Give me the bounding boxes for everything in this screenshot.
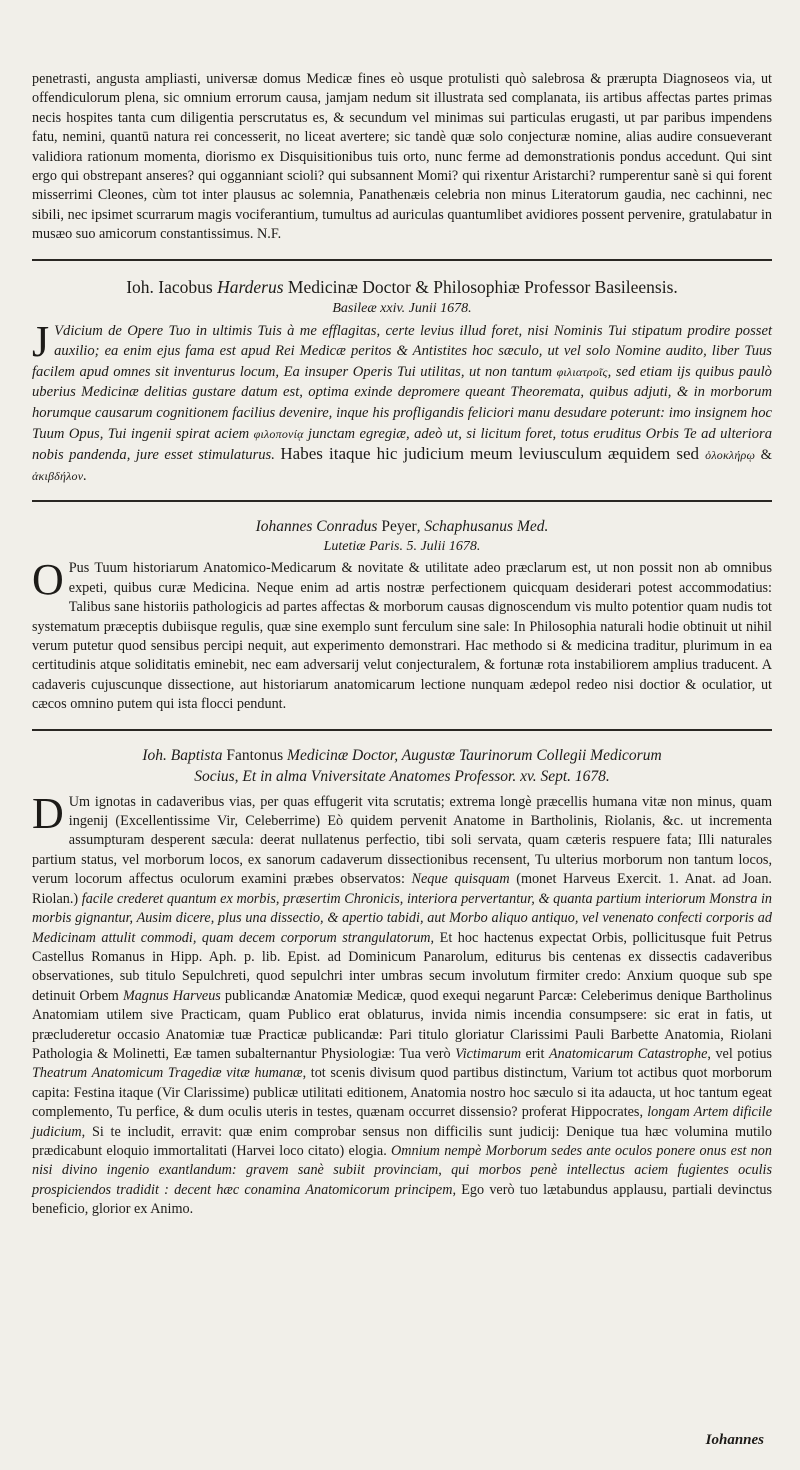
fantonus-italic-d: Victimarum [455, 1045, 522, 1062]
harder-greek-1: φιλιατροῖς [556, 364, 608, 379]
harder-greek-2: φιλοπονίᾳ [253, 426, 304, 441]
fantonus-text-b: (monet Harveus Exercit. 1. Anat. ad Joan. Riolan.) [32, 871, 772, 907]
harder-name-italic: Harderus [217, 276, 284, 297]
fantonus-dropcap: D [32, 788, 64, 838]
harder-text-b: , sed etiam ijs quibus paulò uberius Medicinæ delitias gustare datum est, optima exinde depromere queant Theoremata, quibus adjuti, & in morborum horumque causarum cognitionem facilius devenire, inque his profligandis feliciori manu desudare poterunt: imo insignem hoc Tuum Opus, Tui ingenii spirat aciem [32, 363, 772, 442]
harder-text-d: Habes itaque hic judicium meum leviusculum æquidem sed [280, 444, 706, 464]
harder-date: Basileæ xxiv. Junii 1678. [332, 300, 472, 316]
peyer-name-upright: Peyer [381, 518, 417, 536]
fantonus-italic-a: Neque quisquam [411, 871, 510, 888]
section-rule [32, 729, 772, 731]
fantonus-text-c: Et hoc hactenus expectat Orbis, pollicitusque fuit Petrus Castellus Romanus in Hipp. Aph. p. lib. Epist. ad Dominicum Panarolum, editurus bis centenas ex dissectis cadaveribus observationes, sub titulo Sepulchreti, quod sepulchri inter umbras secum involutum firmiter credo: Anxium quoque sub spe detinuit Orbem [32, 929, 772, 1004]
section-rule [32, 259, 772, 261]
harder-dropcap: J [32, 316, 50, 366]
fantonus-name-upright: Fantonus [226, 746, 284, 764]
harder-greek-4: ἀκιβδήλον [32, 468, 84, 483]
harder-name-pre: Ioh. Iacobus [126, 276, 218, 297]
peyer-name-pre: Iohannes Conradus [255, 518, 382, 536]
peyer-heading [32, 516, 772, 537]
peyer-letter [32, 555, 772, 714]
fantonus-letter [32, 788, 773, 1220]
fantonus-text-g: , tot scenis divisum quod partibus distinctum, Varium tot actibus quot morborum capita: Festina itaque (Vir Clarissime) publicæ utilitati editionem, Anatomia nostro hoc sæculo si ita adaucta, ut hoc tantum egeat complemento, Tu perfice, & dum oculis uteris in testes, quænam occurret dissensio? proferat Hippocrates, [32, 1065, 772, 1121]
harder-letter [32, 316, 772, 487]
fantonus-text-a: Um ignotas in cadaveribus vias, per quas effugerit vita scrutatis; extrema longè præcellis humana vitæ non minus, quam ingenij (Excellentissime Vir, Celeberrime) Eò quidem pervenit Anatome in Bartholinis, Riolanis, &c. ut incrementa assumpturam desperent sæcula: deerat nullatenus perfectio, tibi soli servata, quam cæteris respuere fata; Illi naturales partium status, vel morborum locos, ex sanorum cadaverum dissectionibus recensent, Tu ulterius morborum non tantum locos, verum locorum affectus oculorum examini præbes observatos: [32, 793, 772, 888]
fantonus-text-i: Ego verò tuo lætabundus applausu, partiali devinctus beneficio, glorior ex Animo. [32, 1181, 773, 1218]
catchword: Iohannes [705, 1432, 764, 1448]
fantonus-name-post: Medicinæ Doctor, Augustæ Taurinorum Collegii Medicorum [283, 746, 662, 764]
intro-paragraph: penetrasti, angusta ampliasti, universæ domus Medicæ fines eò usque protulisti quò salebrosa & prærupta Diagnoseos via, ut offendiculorum plena, sic omnium errorum causa, jamjam nedum sit illustrata sed complanata, iis artibus affectas partes primas necis hospites tanta cum diligentia perscrutatus es, & secundum vel minimas sui particulas erugasti, ut par paribus impendens fatu, nemini, quantū natura rei concesserit, no liceat avertere; sic tandè quæ solo conjecturæ nomine, alias audire consueverant validiora rationum momenta, diorismo ex Disquisitionibus tuis orto, nunc ferme ad demonstrationis pondus accedunt. Qui sint ergo qui obstrepant anseres? qui ogganniant scioli? qui subsannent Momi? qui rixentur Aristarchi? rumperentur sanè si qui forent misserrimi Cleones, cùm tot inter plausus ac solemnia, Panathenæis celebria non minus Literatorum gaudia, nec cachinni, nec sibili, nec ipsimet scurrarum magis vociferantium, tumultus ad auriculas quantumlibet avidiores possent pervenire, gratulabatur in musæo suo amicorum constantissimus. N.F. [32, 71, 772, 243]
peyer-name-post: , Schaphusanus Med. [416, 518, 549, 536]
harder-heading [32, 275, 772, 299]
fantonus-name-pre: Ioh. Baptista [142, 746, 227, 764]
peyer-text: Pus Tuum historiarum Anatomico-Medicarum & novitate & utilitate adeo præclarum est, ut non possit non ab omnibus expeti, quibus curæ Medicina. Neque enim ad artis nostræ perfectionem quicquam desiderari potest accommodatius: Talibus sane historiis pathologicis ad partes affectas & morborum causas dignoscendum vis multo potentior quam nudis tot systematum præceptis dubiisque regulis, quæ sine exemplo sunt ferculum sine sale: In Philosophia naturali hodie obtinuit ut nihil verum putetur quod sensibus percipi nequit, aut experimento demonstrari. Hac methodo si & medicina traditur, plurimum in ea certitudinis atque soliditatis eminebit, nec eam adversarij velut conjecturalem, & fortunæ rota instabiliorem amplius traducent. A cadaveris cujuscunque dissectione, aut historiarum anatomicarum lectione nunquam ædepol redeo nisi doctior & oculatior, ut cæcos omnino putem qui ista flocci pendunt. [32, 560, 772, 713]
harder-greek-3: ὁλοκλήρῳ [705, 448, 756, 463]
fantonus-text-e: erit [521, 1045, 549, 1062]
section-rule [32, 500, 772, 502]
fantonus-italic-h: Omnium nempè Morborum sedes ante oculos ponere onus est non nisi divino ingenio exantlandum: gravem sanè subiit provinciam, qui morbos penè intellectus aciem fugientes oculis prospiciendos tradidit : decent hæc conamina Anatomicorum principem, [32, 1142, 772, 1198]
fantonus-text-f: , vel potius [707, 1045, 772, 1062]
harder-amp: & [755, 447, 772, 464]
fantonus-heading-line-1 [32, 745, 772, 766]
peyer-date: Lutetiæ Paris. 5. Julii 1678. [323, 539, 481, 555]
fantonus-italic-g: longam Artem dificile judicium [32, 1104, 773, 1140]
harder-end: . [83, 467, 87, 484]
fantonus-text-h: , Si te includit, erravit: quæ enim comprobar sensus non difficilis sunt judicij: Denique tua hæc volumina mutilo prædicabunt eloquio immortalitati (Harvei loco citato) elogia. [32, 1123, 772, 1159]
fantonus-heading-line-2: Socius, Et in alma Vniversitate Anatomes Professor. xv. Sept. 1678. [194, 767, 610, 785]
peyer-dropcap: O [32, 555, 64, 605]
fantonus-text-d: publicandæ Anatomiæ Medicæ, quod exequi negarunt Parcæ: Celeberimus denique Bartholinus Anatomiam utilem sive Practicam, quam Publico erat oblaturus, invida nimis incendia consumpsere: sic erat in fatis, ut præcluderetur occasio Anatomiæ tuæ Practicæ publicandæ: Pari titulo gloriatur Clarissimi Pauli Barbette Anatomia, Riolani Pathologia & Molinetti, Eæ tamen subalternantur Physiologiæ: Tua verò [32, 987, 772, 1062]
fantonus-italic-f: Theatrum Anatomicum Tragediæ vitæ humanæ [32, 1065, 303, 1082]
harder-text-a: Vdicium de Opere Tuo in ultimis Tuis à me efflagitas, certe levius illud foret, nisi Nominis Tui stipatum prodire posset auxilio; ea enim ejus fama est apud Rei Medicæ peritos & Antistites hoc sæculo, ut vel solo Nomine audito, liber Tuus facilem apud omnes sit inventurus locum, Ea insuper Operis Tui utilitas, ut non tantum [32, 322, 772, 380]
harder-name-post: Medicinæ Doctor & Philosophiæ Professor Basileensis. [283, 276, 678, 297]
fantonus-italic-e: Anatomicarum Catastrophe [548, 1045, 708, 1062]
fantonus-italic-b: facile crederet quantum ex morbis, præsertim Chronicis, interiora pervertantur, & quanta partium interiorum Monstra in morbis gignantur, Ausim dicere, plus una dissectio, & apertio tabidi, aut Morbo aliquo antiquo, vel venenato confecti corporis ad Medicinam attulit commodi, quam decem corporum strangulatorum, [32, 890, 772, 946]
harder-text-c: junctam egregiæ, adeò ut, si licitum foret, totus eruditus Orbis Te ad ulteriora nobis pandenda, jure esset stimulaturus. [32, 425, 772, 464]
fantonus-italic-c: Magnus Harveus [122, 987, 221, 1004]
